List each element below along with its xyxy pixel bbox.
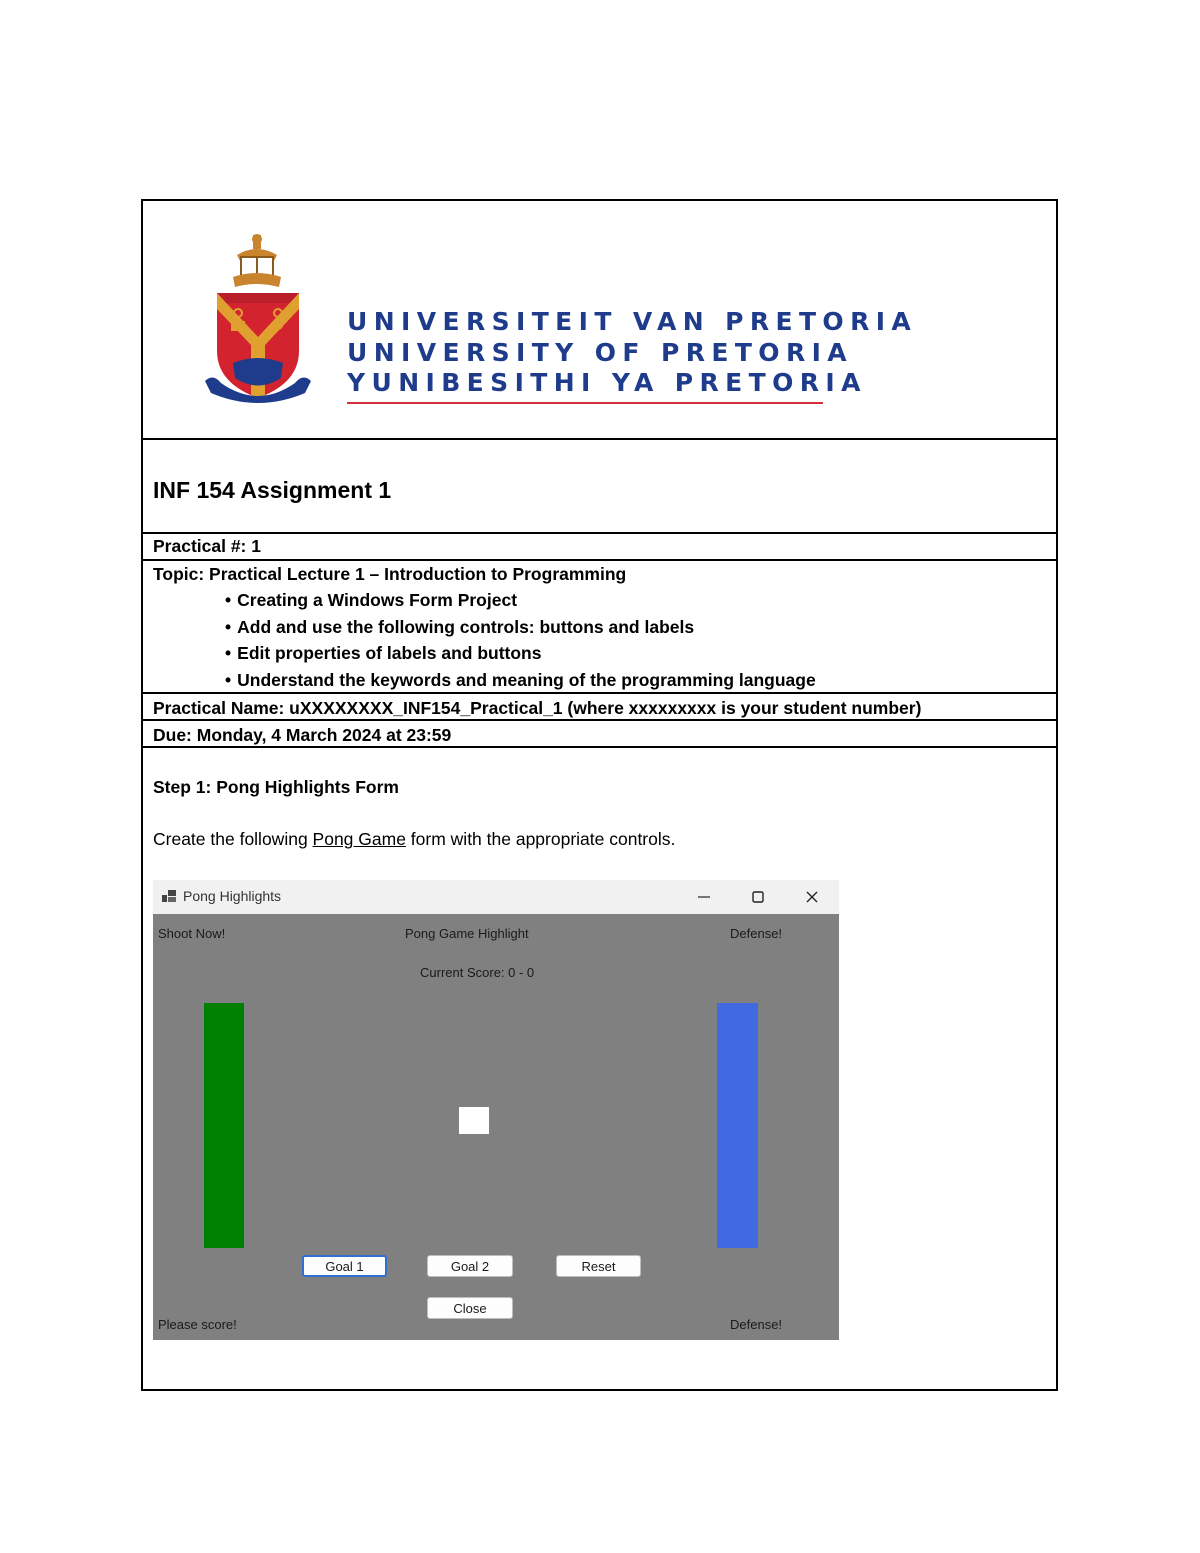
close-button[interactable]: Close bbox=[427, 1297, 513, 1319]
instruction-after: form with the appropriate controls. bbox=[405, 829, 676, 849]
university-wordmark bbox=[347, 307, 918, 404]
pong-ball bbox=[459, 1107, 489, 1134]
assignment-document bbox=[141, 199, 1058, 1391]
bullet-item: • Creating a Windows Form Project bbox=[225, 587, 816, 614]
topic-bullet-list bbox=[225, 587, 816, 693]
maximize-button[interactable] bbox=[738, 884, 778, 910]
label-defense-bottom: Defense! bbox=[730, 1317, 783, 1332]
bullet-item: • Understand the keywords and meaning of the programming language bbox=[225, 667, 816, 694]
wordmark-line-sepedi: YUNIBESITHI YA PRETORIA bbox=[347, 368, 867, 397]
bullet-item: • Add and use the following controls: buttons and labels bbox=[225, 614, 816, 641]
goal-1-button[interactable]: Goal 1 bbox=[302, 1255, 387, 1277]
page-title: INF 154 Assignment 1 bbox=[153, 477, 392, 503]
practical-number: Practical #: 1 bbox=[153, 536, 261, 556]
label-game-highlight: Pong Game Highlight bbox=[405, 926, 529, 941]
right-paddle bbox=[717, 1003, 758, 1248]
left-paddle bbox=[204, 1003, 244, 1248]
label-defense-top: Defense! bbox=[730, 926, 783, 941]
minimize-button[interactable] bbox=[684, 884, 724, 910]
table-divider bbox=[143, 719, 1056, 721]
window-title: Pong Highlights bbox=[183, 888, 282, 904]
instruction-text bbox=[153, 829, 675, 850]
close-icon bbox=[806, 891, 818, 903]
app-icon bbox=[162, 890, 176, 902]
topic-heading: Topic: Practical Lecture 1 – Introduction to Programming bbox=[153, 564, 627, 584]
wordmark-underline bbox=[347, 402, 823, 404]
close-window-button[interactable] bbox=[792, 884, 832, 910]
practical-name: Practical Name: uXXXXXXXX_INF154_Practical_1 (where xxxxxxxxx is your student number) bbox=[153, 698, 922, 718]
label-please-score: Please score! bbox=[158, 1317, 237, 1332]
table-divider bbox=[143, 532, 1056, 534]
table-divider bbox=[143, 559, 1056, 561]
step-heading: Step 1: Pong Highlights Form bbox=[153, 777, 399, 797]
wordmark-line-afrikaans: UNIVERSITEIT VAN PRETORIA bbox=[347, 307, 918, 336]
table-divider bbox=[143, 692, 1056, 694]
university-crest-logo bbox=[203, 233, 313, 405]
label-shoot-now: Shoot Now! bbox=[158, 926, 226, 941]
instruction-before: Create the following bbox=[153, 829, 313, 849]
table-divider bbox=[143, 438, 1056, 440]
table-divider bbox=[143, 746, 1056, 748]
minimize-icon bbox=[698, 891, 710, 903]
goal-2-button[interactable]: Goal 2 bbox=[427, 1255, 513, 1277]
wordmark-line-english: UNIVERSITY OF PRETORIA bbox=[347, 337, 854, 367]
window-titlebar bbox=[153, 880, 839, 914]
pong-game-link[interactable]: Pong Game bbox=[312, 829, 406, 849]
due-date: Due: Monday, 4 March 2024 at 23:59 bbox=[153, 725, 452, 745]
bullet-item: • Edit properties of labels and buttons bbox=[225, 640, 816, 667]
label-current-score: Current Score: 0 - 0 bbox=[420, 965, 535, 980]
maximize-icon bbox=[752, 891, 764, 903]
pong-form-window bbox=[153, 880, 839, 1340]
reset-button[interactable]: Reset bbox=[556, 1255, 641, 1277]
